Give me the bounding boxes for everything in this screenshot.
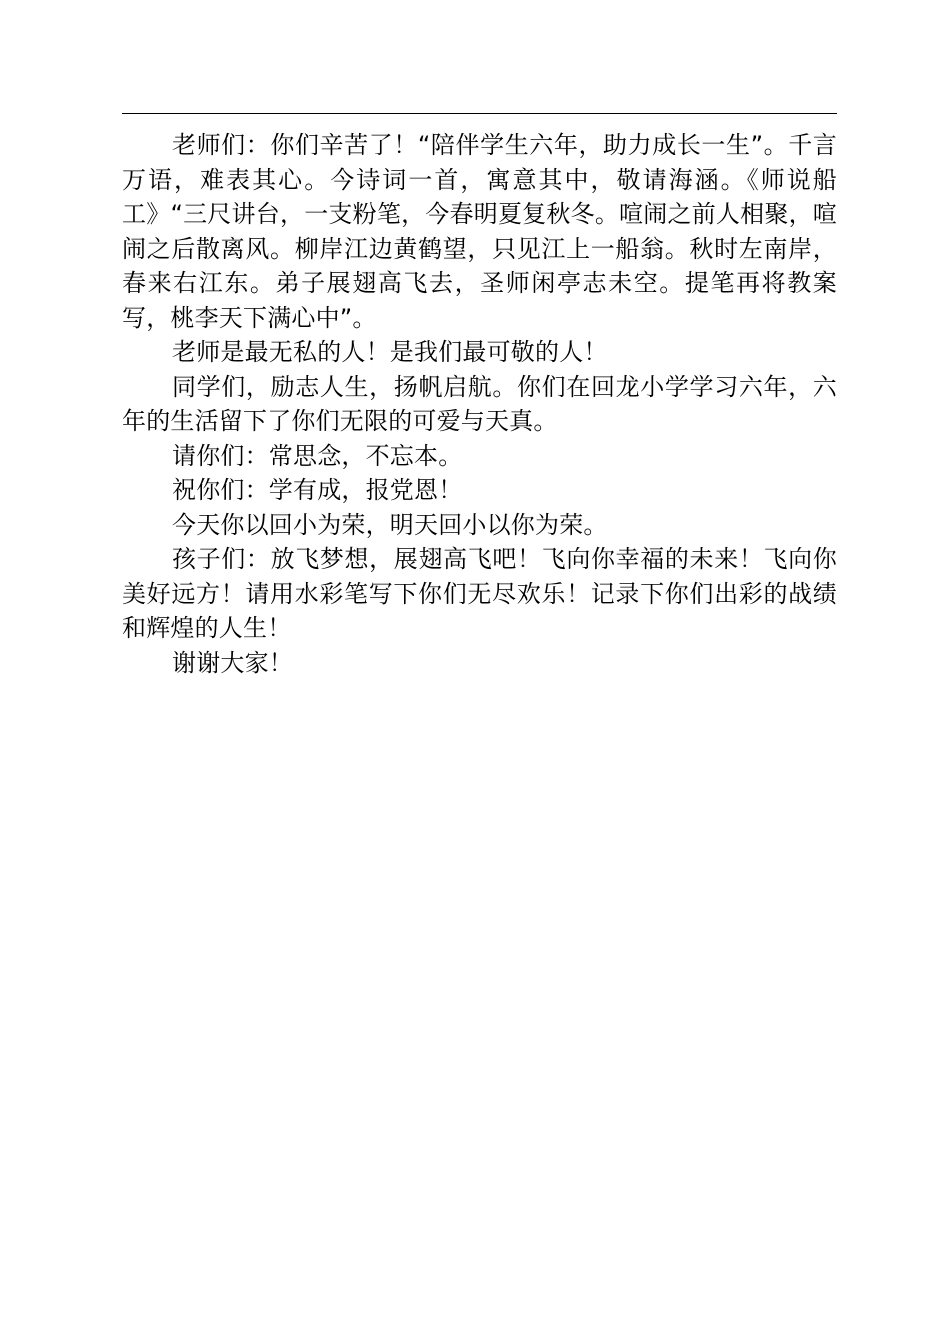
paragraph-pride: 今天你以回小为荣，明天回小以你为荣。	[172, 510, 608, 539]
header-rule	[122, 113, 837, 114]
paragraph-teacher-praise: 老师是最无私的人！是我们最可敬的人！	[172, 338, 608, 366]
document-body	[122, 128, 837, 680]
paragraph-thanks: 谢谢大家！	[172, 648, 293, 677]
paragraph-teachers-poem: 老师们：你们辛苦了！“陪伴学生六年，助力成长一生”。千言万语，难表其心。今诗词一首，寓意其中，敬请海涵。《师说船工》“三尺讲台，一支粉笔，今春明夏复秋冬。喧闹之前人相聚，喧闹之后散离风。柳岸江边黄鹤望，只见江上一船翁。秋时左南岸，春来右江东。弟子展翅高飞去，圣师闲亭志未空。提笔再将教案写，桃李天下满心中”。	[122, 131, 837, 332]
paragraph-children: 孩子们：放飞梦想，展翅高飞吧！飞向你幸福的未来！飞向你美好远方！请用水彩笔写下你们无尽欢乐！记录下你们出彩的战绩和辉煌的人生！	[122, 545, 837, 642]
paragraph-request: 请你们：常思念，不忘本。	[172, 441, 463, 470]
paragraph-classmates: 同学们，励志人生，扬帆启航。你们在回龙小学学习六年，六年的生活留下了你们无限的可爱与天真。	[122, 372, 837, 435]
paragraph-wish: 祝你们：学有成，报党恩！	[172, 476, 463, 504]
